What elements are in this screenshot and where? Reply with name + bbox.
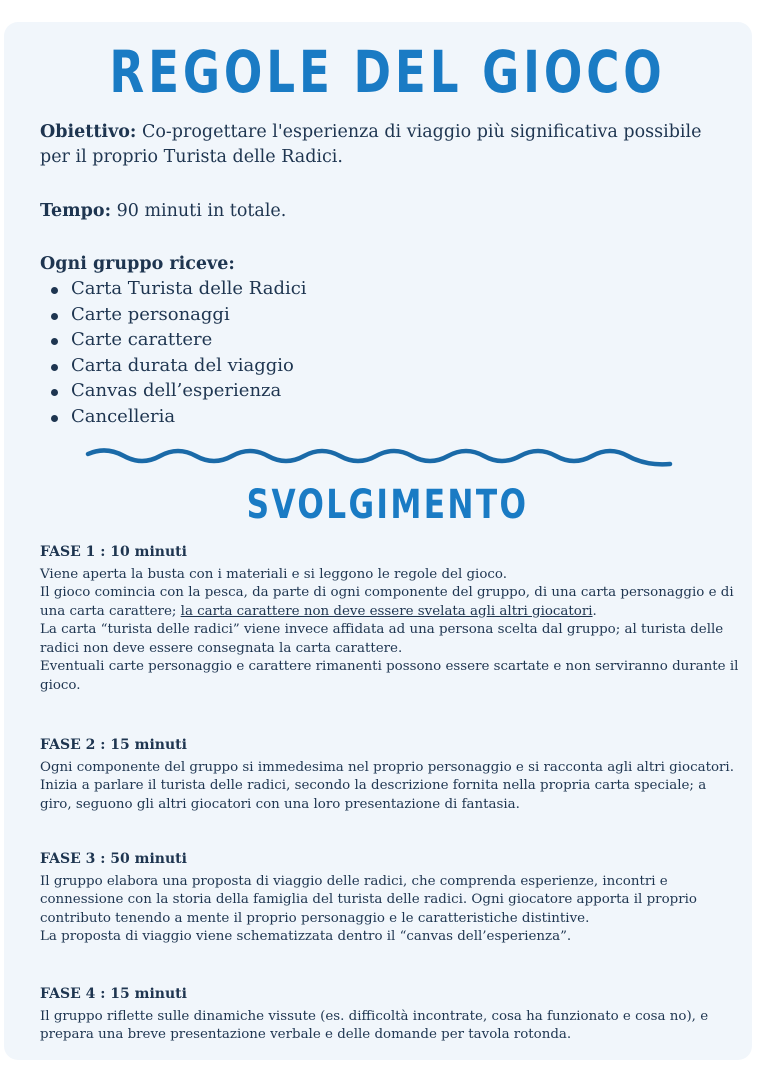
phase-4: FASE 4 : 15 minuti Il gruppo riflette sulle dinamiche vissute (es. difficoltà incontrate, cosa ha funzionato e cosa no), e prepara una breve presentazione verbale e delle domande per tavola rotonda.	[40, 985, 740, 1045]
objective	[40, 120, 730, 170]
time-text: 90 minuti in totale.	[111, 201, 287, 221]
time-label: Tempo:	[40, 201, 112, 221]
phase-2: FASE 2 : 15 minuti Ogni componente del gruppo si immedesima nel proprio personaggio e si racconta agli altri giocatori. Inizia a parlare il turista delle radici, secondo la descrizione fornita nella propria carta speciale; a giro, seguono gli altri giocatori con una loro presentazione di fantasia.	[40, 736, 740, 814]
objective-text: Co-progettare l'esperienza di viaggio più significativa possibile per il proprio Turista delle Radici.	[40, 122, 702, 167]
list-item: Cancelleria	[40, 404, 307, 430]
page-title: REGOLE DEL GIOCO	[109, 38, 666, 106]
section-title: SVOLGIMENTO	[246, 482, 529, 528]
time	[40, 199, 730, 224]
phase-title: FASE 1 : 10 minuti	[40, 544, 187, 560]
wave-divider	[84, 444, 674, 474]
group-heading: Ogni gruppo riceve:	[40, 254, 235, 274]
list-item: Canvas dell’esperienza	[40, 378, 307, 404]
materials-list	[40, 276, 307, 429]
phase-3: FASE 3 : 50 minuti Il gruppo elabora una proposta di viaggio delle radici, che comprenda esperienze, incontri e connessione con la storia della famiglia del turista delle radici. Ogni giocatore apporta il proprio contributo tenendo a mente il proprio personaggio e le caratteristiche distintive. La proposta di viaggio viene schematizzata dentro il “canvas dell’esperienza”.	[40, 850, 740, 947]
list-item: Carte carattere	[40, 327, 307, 353]
list-item: Carte personaggi	[40, 302, 307, 328]
list-item: Carta Turista delle Radici	[40, 276, 307, 302]
phase-title: FASE 4 : 15 minuti	[40, 986, 187, 1002]
objective-label: Obiettivo:	[40, 122, 137, 142]
phase-title: FASE 2 : 15 minuti	[40, 737, 187, 753]
list-item: Carta durata del viaggio	[40, 353, 307, 379]
underlined-note: la carta carattere non deve essere svelata agli altri giocatori	[180, 603, 593, 619]
phase-1: FASE 1 : 10 minuti Viene aperta la busta con i materiali e si leggono le regole del gioco. Il gioco comincia con la pesca, da parte di ogni componente del gruppo, di una carta personaggio e di una carta carattere; la carta carattere non deve essere svelata agli altri giocatori. La carta “turista delle radici” viene invece affidata ad una persona scelta dal gruppo; al turista delle radici non deve essere consegnata la carta carattere. Eventuali carte personaggio e carattere rimanenti possono essere scartate e non serviranno durante il gioco.	[40, 544, 739, 693]
phase-title: FASE 3 : 50 minuti	[40, 851, 187, 867]
